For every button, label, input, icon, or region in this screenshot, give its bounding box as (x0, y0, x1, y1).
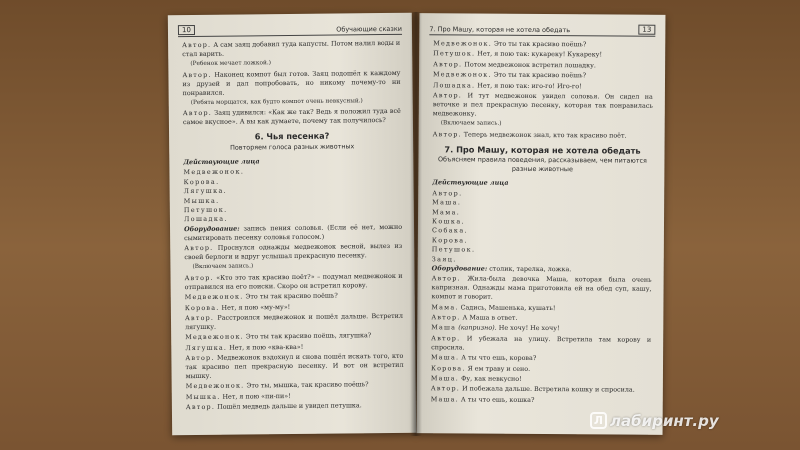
speaker-name: Мышка. (185, 392, 221, 401)
line-text: Нет, я пою «пи-пи»! (220, 391, 291, 401)
dialogue-line (185, 291, 403, 302)
line-text: Расстроился медвежонок и пошёл дальше. Встретил лягушку. (185, 311, 404, 332)
equipment-line (432, 264, 652, 274)
line-text: А ты что ешь, кошка? (458, 395, 535, 404)
speaker-name: Медвежонок. (185, 381, 245, 391)
dialogue-line (182, 69, 400, 98)
left-dialogue (184, 242, 404, 412)
line-text: И убежала на улицу. Встретила там корову и спросила. (431, 334, 652, 352)
left-page-number: 10 (178, 25, 195, 35)
dialogue-line (431, 324, 651, 334)
left-page (168, 13, 416, 436)
speaker-name: Маша (431, 323, 457, 332)
right-running-head: 7. Про Машу, которая не хотела обедать (429, 25, 571, 35)
dialogue-line (431, 334, 651, 353)
left-page-body (168, 37, 416, 413)
dialogue-line (183, 107, 401, 127)
speaker-name: Автор. (184, 243, 214, 253)
speaker-name: Автор. (432, 91, 463, 100)
line-text: А Маша в ответ. (460, 313, 518, 322)
dialogue-line (185, 301, 403, 312)
line-text: Заяц удивился: «Как же так? Ведь я положил туда всё самое вкусное». А вы как думаете, почему так получилось? (182, 107, 401, 127)
speaker-name: Маша. (431, 353, 460, 362)
line-text: Это ты так красиво поёшь? (491, 70, 587, 80)
speaker-name: Автор. (185, 402, 216, 412)
equipment-text: столик, тарелка, ложка. (487, 264, 572, 274)
line-text: А ты что ешь, корова? (459, 353, 537, 363)
dialogue-line (433, 81, 653, 91)
speaker-name: Мама. (431, 302, 459, 311)
cast-heading: Действующие лица (183, 157, 260, 167)
left-paragraphs (182, 39, 401, 127)
dialogue-line (433, 70, 653, 80)
line-text: Потом медвежонок встретил лошадку. (462, 60, 596, 70)
line-text: Это ты, мышка, так красиво поёшь? (244, 380, 369, 390)
speaker-name: Автор. (182, 40, 212, 50)
right-page-body (417, 37, 666, 405)
labirint-logo-icon: Л (590, 412, 607, 429)
left-page-header (178, 23, 402, 37)
cast-member: Кошка. (431, 217, 466, 226)
dialogue-line (431, 313, 651, 323)
speaker-name: Маша. (430, 394, 459, 404)
right-paragraphs (433, 39, 654, 140)
equipment-line (184, 223, 402, 243)
dialogue-line (431, 364, 651, 374)
section-6-title: 6. Чья песенка? (254, 130, 330, 142)
line-text: Фу, как невкусно! (459, 374, 522, 383)
line-text: Не хочу! Не хочу! (496, 324, 560, 333)
dialogue-line (431, 395, 651, 405)
line-text: А сам заяц добавил туда капусты. Потом налил воды и стал варить. (182, 38, 401, 59)
speaker-name: Автор. (432, 129, 462, 139)
dialogue-line (433, 39, 653, 49)
line-text: Теперь медвежонок знал, кто так красиво поёт. (461, 130, 627, 140)
dialogue-line (185, 312, 403, 332)
cast-heading: Действующие лица (432, 178, 509, 188)
dialogue-line (431, 374, 651, 384)
speaker-name: Автор. (185, 353, 215, 363)
line-text: Я ем траву и сено. (465, 363, 531, 373)
dialogue-line (182, 39, 400, 59)
cast-member: Петушок. (183, 205, 228, 215)
line-text: И побежала дальше. Встретила кошку и спросила. (459, 384, 635, 394)
cast-list (432, 189, 653, 266)
dialogue-line (185, 352, 403, 381)
speaker-name: Медвежонок. (184, 292, 244, 302)
speaker-name: Медвежонок. (433, 70, 492, 79)
speaker-name: Лошадка. (432, 80, 476, 90)
speaker-name: Автор. (182, 109, 213, 118)
equipment-label: Оборудование: (184, 224, 240, 233)
watermark: лабиринт.ру (610, 412, 719, 430)
speaker-name: Автор. (430, 384, 461, 393)
equipment-label: Оборудование: (431, 264, 488, 273)
equipment-text: запись пения соловья. (Если её нет, можно сымитировать песенку соловья голосом.) (184, 222, 403, 242)
section-7-subtitle: Объясняем правила поведения, рассказываем, чем питаются разные животные (437, 155, 647, 174)
dialogue-line (185, 272, 403, 292)
cast-member: Медвежонок. (183, 167, 245, 177)
cast-member: Маша. (432, 198, 462, 207)
speaker-name: Корова. (430, 363, 466, 372)
stage-remark: (Ребенок мечает ложкой.) (190, 60, 271, 68)
left-running-head: Обучающие сказки (336, 24, 403, 34)
line-text: Проснулся однажды медвежонок весной, вылез из своей берлоги и вдруг услышал прекрасную песенку. (184, 241, 403, 262)
section-7-title: 7. Про Машу, которая не хотела обедать (444, 143, 641, 156)
speaker-name: Автор. (184, 313, 215, 323)
dialogue-line (186, 391, 404, 402)
line-text: Медвежонок вздохнул и снова пошёл искать того, кто так красиво пел прекрасную песенку. И вот он встретил мышку. (185, 351, 404, 381)
dialogue-line (433, 60, 653, 70)
right-page-header (429, 23, 655, 37)
line-text: Садись, Машенька, кушать! (458, 302, 556, 312)
speaker-name: Маша. (430, 374, 460, 383)
book-gutter (410, 12, 422, 436)
speaker-name: Автор. (431, 334, 461, 343)
speaker-name: Лягушка. (185, 343, 228, 352)
line-text: Нет, я пою «му-му»! (219, 302, 291, 312)
line-text: Нет, я пою так: иго-го! Иго-го! (475, 81, 582, 90)
cast-member: Лошадка. (183, 215, 228, 224)
cast-member: Корова. (183, 177, 220, 186)
dialogue-line (186, 380, 404, 391)
dialogue-line (185, 331, 403, 342)
line-text: Это ты так красиво поёшь, лягушка? (243, 331, 372, 341)
speaker-name: Автор. (431, 313, 461, 322)
speaker-name: Петушок. (433, 49, 476, 58)
speaker-name: Медвежонок. (185, 332, 244, 342)
cast-member: Мама. (432, 207, 461, 216)
line-text: Наконец компот был готов. Заяц подошёл к каждому из друзей и дал попробовать, но никому почему-то ни понравился. (182, 68, 401, 97)
dialogue-line (431, 275, 651, 303)
speaker-name: Медвежонок. (433, 39, 492, 48)
cast-member: Автор. (432, 188, 463, 198)
dialogue-line (184, 242, 402, 262)
speaker-name: Автор. (182, 70, 212, 79)
cast-list (183, 166, 402, 225)
line-text: Пошёл медведь дальше и увидел петушка. (215, 401, 362, 411)
section-6-subtitle: Повторяем голоса разных животных (230, 142, 355, 152)
cast-member: Лягушка. (183, 186, 228, 196)
line-text: Нет, я пою так: кукареку! Кукареку! (475, 49, 603, 59)
line-text: Это ты так красиво поёшь? (491, 39, 587, 49)
dialogue-line (431, 303, 651, 313)
cast-member: Корова. (431, 235, 468, 245)
stage-remark: (Включаем запись.) (440, 120, 502, 127)
stage-remark: (Ребята морщатся, как будто компот очень невкусный.) (190, 98, 363, 106)
speaker-name: Автор. (433, 60, 463, 69)
line-text: И тут медвежонок увидел соловья. Он сидел на веточке и пел прекрасную песенку, которая так понравилась медвежонку. (432, 91, 653, 118)
dialogue-line (185, 342, 403, 353)
dialogue-line (433, 50, 653, 60)
right-page-number: 13 (638, 25, 655, 35)
stage-direction: (капризно). (456, 323, 497, 333)
dialogue-line (431, 353, 651, 363)
speaker-name: Автор. (184, 273, 214, 282)
line-text: Нет, я пою «ква-ква»! (227, 342, 304, 352)
speaker-name: Автор. (431, 274, 461, 283)
line-text: Это ты так красиво поёшь? (243, 291, 338, 301)
cast-member: Петушок. (431, 245, 476, 254)
stage-remark: (Включаем запись.) (192, 263, 254, 271)
dialogue-line (186, 401, 404, 412)
dialogue-line (431, 385, 651, 395)
dialogue-line (433, 130, 653, 140)
line-text: Жила-была девочка Маша, которая была очень капризная. Однажды мама приготовила ей на обед суп, кашу, компот и говорит. (431, 274, 652, 301)
speaker-name: Корова. (184, 303, 220, 312)
dialogue-line (433, 91, 653, 119)
right-dialogue (431, 275, 652, 406)
cast-member: Заяц. (431, 254, 457, 263)
right-page (417, 13, 666, 435)
cast-member: Мышка. (183, 196, 220, 205)
cast-member: Собака. (431, 226, 469, 235)
line-text: «Кто это так красиво поёт?» – подумал медвежонок и отправился на его поиски. Скоро он встретил корову. (184, 271, 403, 291)
